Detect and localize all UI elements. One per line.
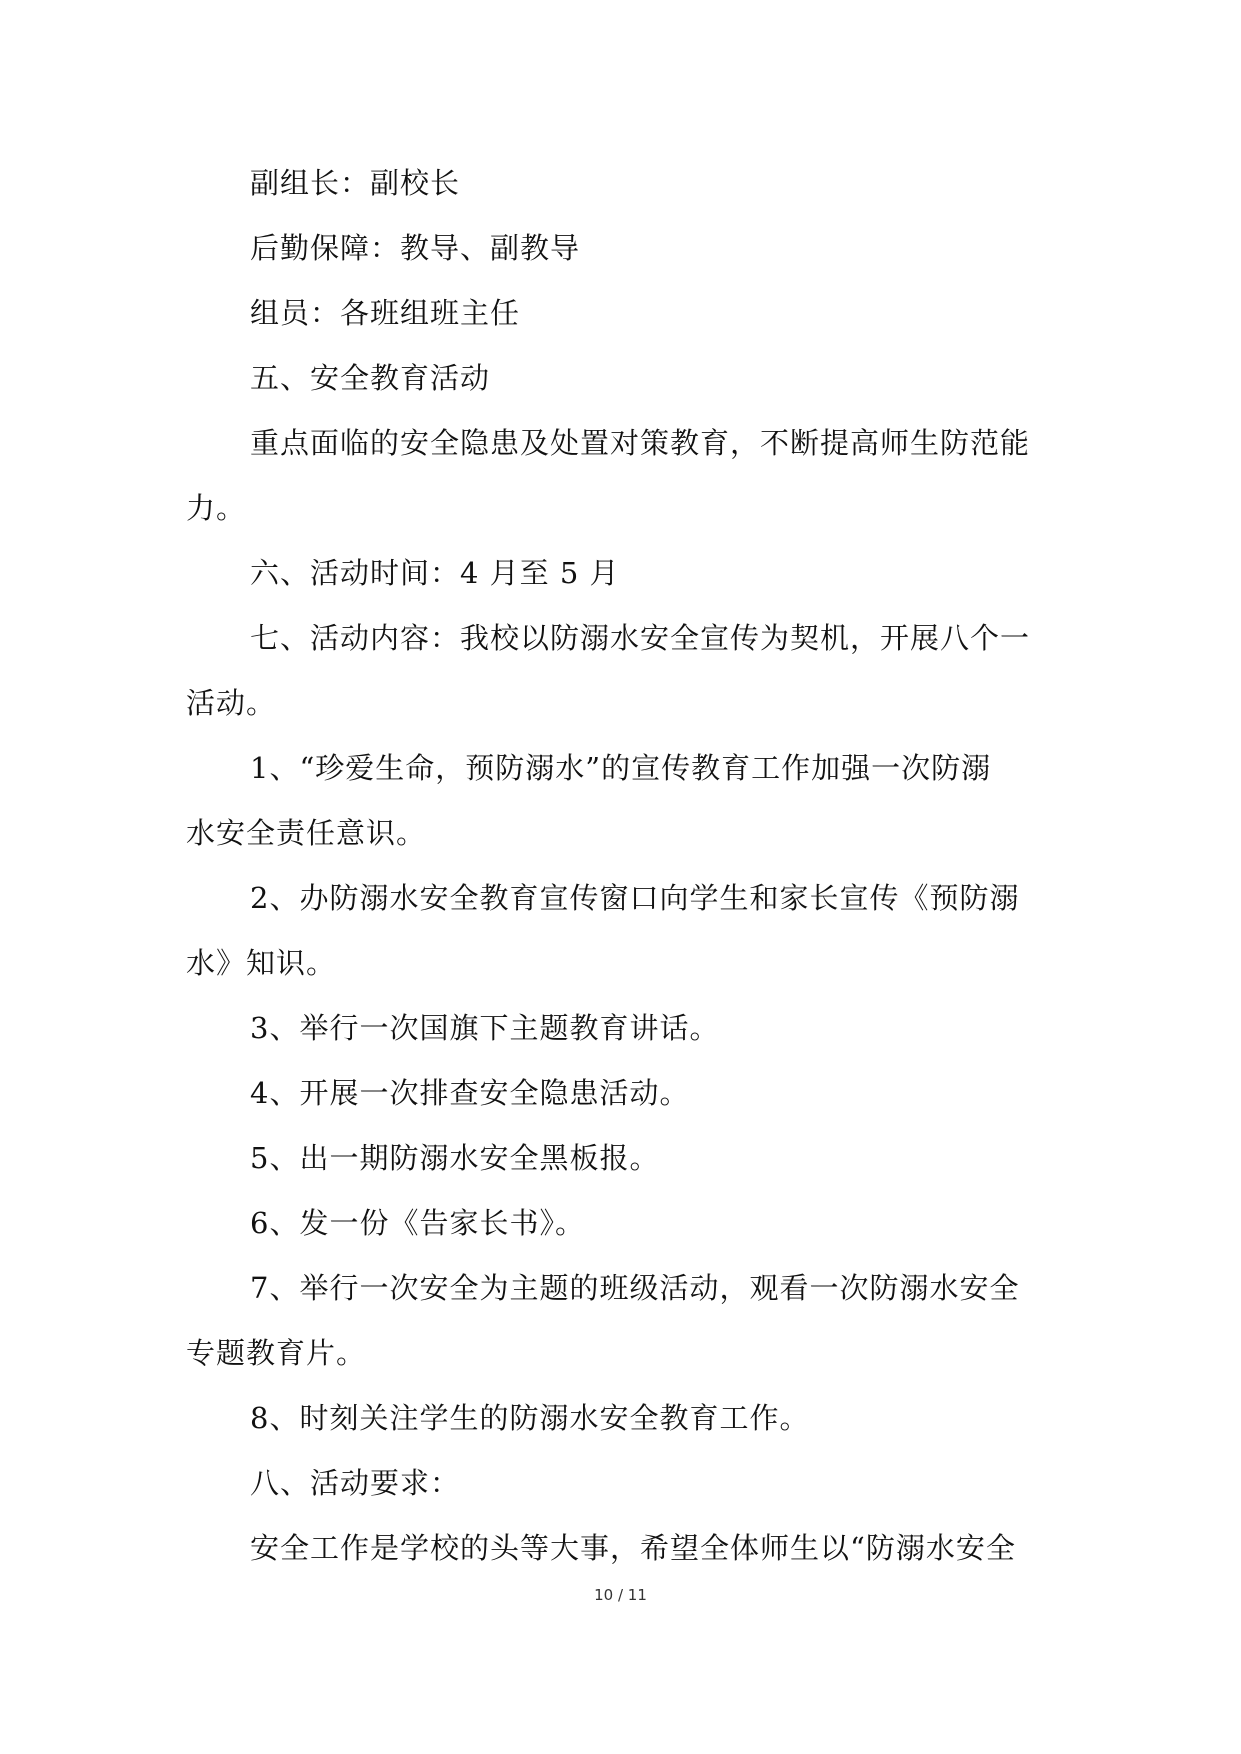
list-item: 7、举行一次安全为主题的班级活动，观看一次防溺水安全 [250,1271,1020,1305]
list-item: 3、举行一次国旗下主题教育讲话。 [250,1011,720,1045]
paragraph-line: 安全工作是学校的头等大事，希望全体师生以“防溺水安全 [250,1531,1016,1565]
section-heading: 六、活动时间：4 月至 5 月 [250,556,620,590]
section-heading: 五、安全教育活动 [250,361,491,395]
paragraph-line: 组员：各班组班主任 [250,296,521,330]
list-item: 6、发一份《告家长书》。 [250,1206,585,1240]
paragraph-line: 副组长：副校长 [250,166,461,200]
paragraph-line: 水》知识。 [186,946,337,980]
section-heading: 七、活动内容：我校以防溺水安全宣传为契机，开展八个一 [250,621,1031,655]
paragraph-line: 专题教育片。 [186,1336,367,1370]
paragraph-line: 后勤保障：教导、副教导 [250,231,581,265]
list-item: 1、“珍爱生命，预防溺水”的宣传教育工作加强一次防溺 [250,751,992,785]
paragraph-line: 力。 [186,491,247,525]
list-item: 2、办防溺水安全教育宣传窗口向学生和家长宣传《预防溺 [250,881,1020,915]
paragraph-line: 重点面临的安全隐患及处置对策教育，不断提高师生防范能 [250,426,1031,460]
paragraph-line: 水安全责任意识。 [186,816,427,850]
paragraph-line: 活动。 [186,686,277,720]
page-number: 10 / 11 [594,1586,647,1604]
section-heading: 八、活动要求： [250,1466,461,1500]
list-item: 5、出一期防溺水安全黑板报。 [250,1141,660,1175]
list-item: 8、时刻关注学生的防溺水安全教育工作。 [250,1401,810,1435]
list-item: 4、开展一次排查安全隐患活动。 [250,1076,690,1110]
